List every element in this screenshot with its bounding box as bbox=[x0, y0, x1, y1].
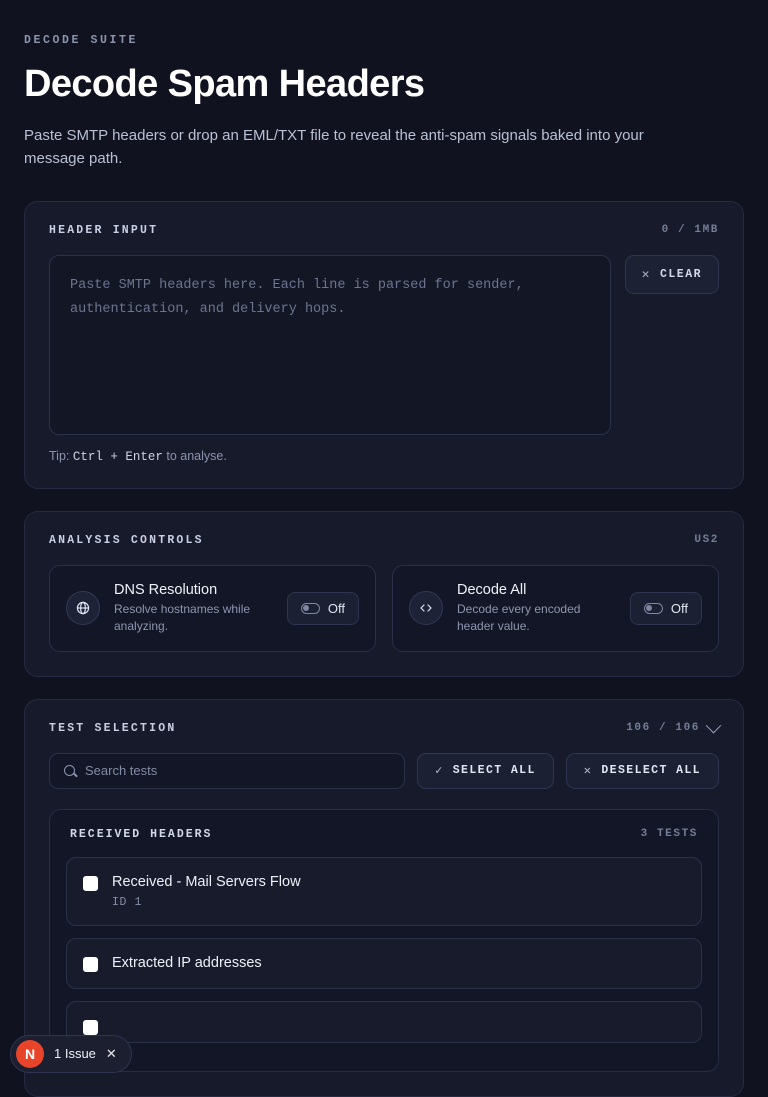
test-tools-row bbox=[49, 753, 719, 789]
test-item-text bbox=[112, 955, 262, 971]
chevron-down-icon bbox=[706, 718, 722, 734]
test-name: Received - Mail Servers Flow bbox=[112, 873, 301, 890]
header-input-row bbox=[49, 255, 719, 435]
test-id: ID 1 bbox=[112, 895, 143, 909]
header-input-counter: 0 / 1MB bbox=[661, 224, 719, 237]
search-icon bbox=[64, 765, 75, 776]
toggle-decode-all[interactable] bbox=[630, 592, 702, 625]
search-tests-input[interactable] bbox=[85, 763, 390, 778]
analysis-controls-card bbox=[24, 511, 744, 677]
select-all-label: SELECT ALL bbox=[452, 764, 536, 778]
issue-count-label: 1 Issue bbox=[54, 1046, 96, 1062]
toggle-switch-icon bbox=[301, 603, 320, 614]
close-icon[interactable]: ✕ bbox=[105, 1045, 117, 1061]
test-item[interactable] bbox=[66, 938, 702, 989]
test-selection-count-wrap[interactable] bbox=[626, 722, 719, 734]
test-group-received-headers bbox=[49, 809, 719, 1072]
page-subtitle: Paste SMTP headers or drop an EML/TXT file to reveal the anti-spam signals baked into your message path. bbox=[24, 126, 644, 168]
analysis-controls-grid bbox=[49, 565, 719, 652]
header-input-card-head bbox=[49, 224, 719, 237]
tip-prefix: Tip: bbox=[49, 448, 70, 463]
test-item[interactable] bbox=[66, 1001, 702, 1043]
code-icon bbox=[409, 591, 443, 625]
control-dns-desc: Resolve hostnames while analyzing. bbox=[114, 601, 251, 633]
control-decode-desc: Decode every encoded header value. bbox=[457, 601, 581, 633]
test-group-count: 3 TESTS bbox=[640, 828, 698, 841]
close-icon: ✕ bbox=[583, 764, 593, 779]
analysis-controls-head bbox=[49, 534, 719, 547]
tip-shortcut: Ctrl + Enter bbox=[72, 449, 163, 464]
control-decode-all bbox=[392, 565, 719, 652]
tip-suffix: to analyse. bbox=[166, 448, 227, 463]
control-dns-text bbox=[114, 582, 273, 635]
input-tip bbox=[49, 449, 719, 464]
test-name: Extracted IP addresses bbox=[112, 954, 262, 971]
test-group-head bbox=[66, 828, 702, 841]
test-checkbox[interactable] bbox=[83, 1020, 98, 1035]
close-icon: ✕ bbox=[641, 266, 651, 282]
test-selection-card bbox=[24, 699, 744, 1097]
eyebrow-label: DECODE SUITE bbox=[24, 34, 139, 47]
deselect-all-button[interactable] bbox=[566, 753, 719, 789]
select-all-button[interactable] bbox=[417, 753, 554, 789]
page-title: Decode Spam Headers bbox=[24, 63, 425, 105]
control-dns-title: DNS Resolution bbox=[114, 581, 218, 598]
avatar: N bbox=[16, 1040, 44, 1068]
test-item[interactable] bbox=[66, 857, 702, 926]
search-tests-box[interactable] bbox=[49, 753, 405, 789]
test-selection-head bbox=[49, 722, 719, 735]
header-input-label: HEADER INPUT bbox=[49, 223, 159, 237]
toggle-dns-label: Off bbox=[327, 600, 345, 616]
analysis-controls-label: ANALYSIS CONTROLS bbox=[49, 533, 204, 547]
check-icon: ✓ bbox=[435, 764, 444, 779]
control-dns-resolution bbox=[49, 565, 376, 652]
control-decode-text bbox=[457, 582, 616, 635]
globe-icon bbox=[66, 591, 100, 625]
toggle-dns-resolution[interactable] bbox=[287, 592, 359, 625]
header-input-card bbox=[24, 201, 744, 489]
test-checkbox[interactable] bbox=[83, 876, 98, 891]
test-group-title: RECEIVED HEADERS bbox=[70, 827, 213, 841]
clear-button-label: CLEAR bbox=[659, 267, 702, 281]
toggle-switch-icon bbox=[644, 603, 663, 614]
test-item-text bbox=[112, 874, 301, 909]
page-header bbox=[24, 34, 744, 171]
control-decode-title: Decode All bbox=[457, 581, 527, 598]
test-checkbox[interactable] bbox=[83, 957, 98, 972]
headers-textarea[interactable] bbox=[49, 255, 611, 435]
issue-badge[interactable] bbox=[10, 1035, 132, 1073]
clear-button[interactable] bbox=[625, 255, 719, 294]
deselect-all-label: DESELECT ALL bbox=[601, 764, 701, 778]
test-selection-count: 106 / 106 bbox=[626, 722, 700, 735]
analysis-controls-meta: US2 bbox=[694, 534, 719, 547]
test-selection-label: TEST SELECTION bbox=[49, 721, 177, 735]
toggle-decode-label: Off bbox=[670, 600, 688, 616]
